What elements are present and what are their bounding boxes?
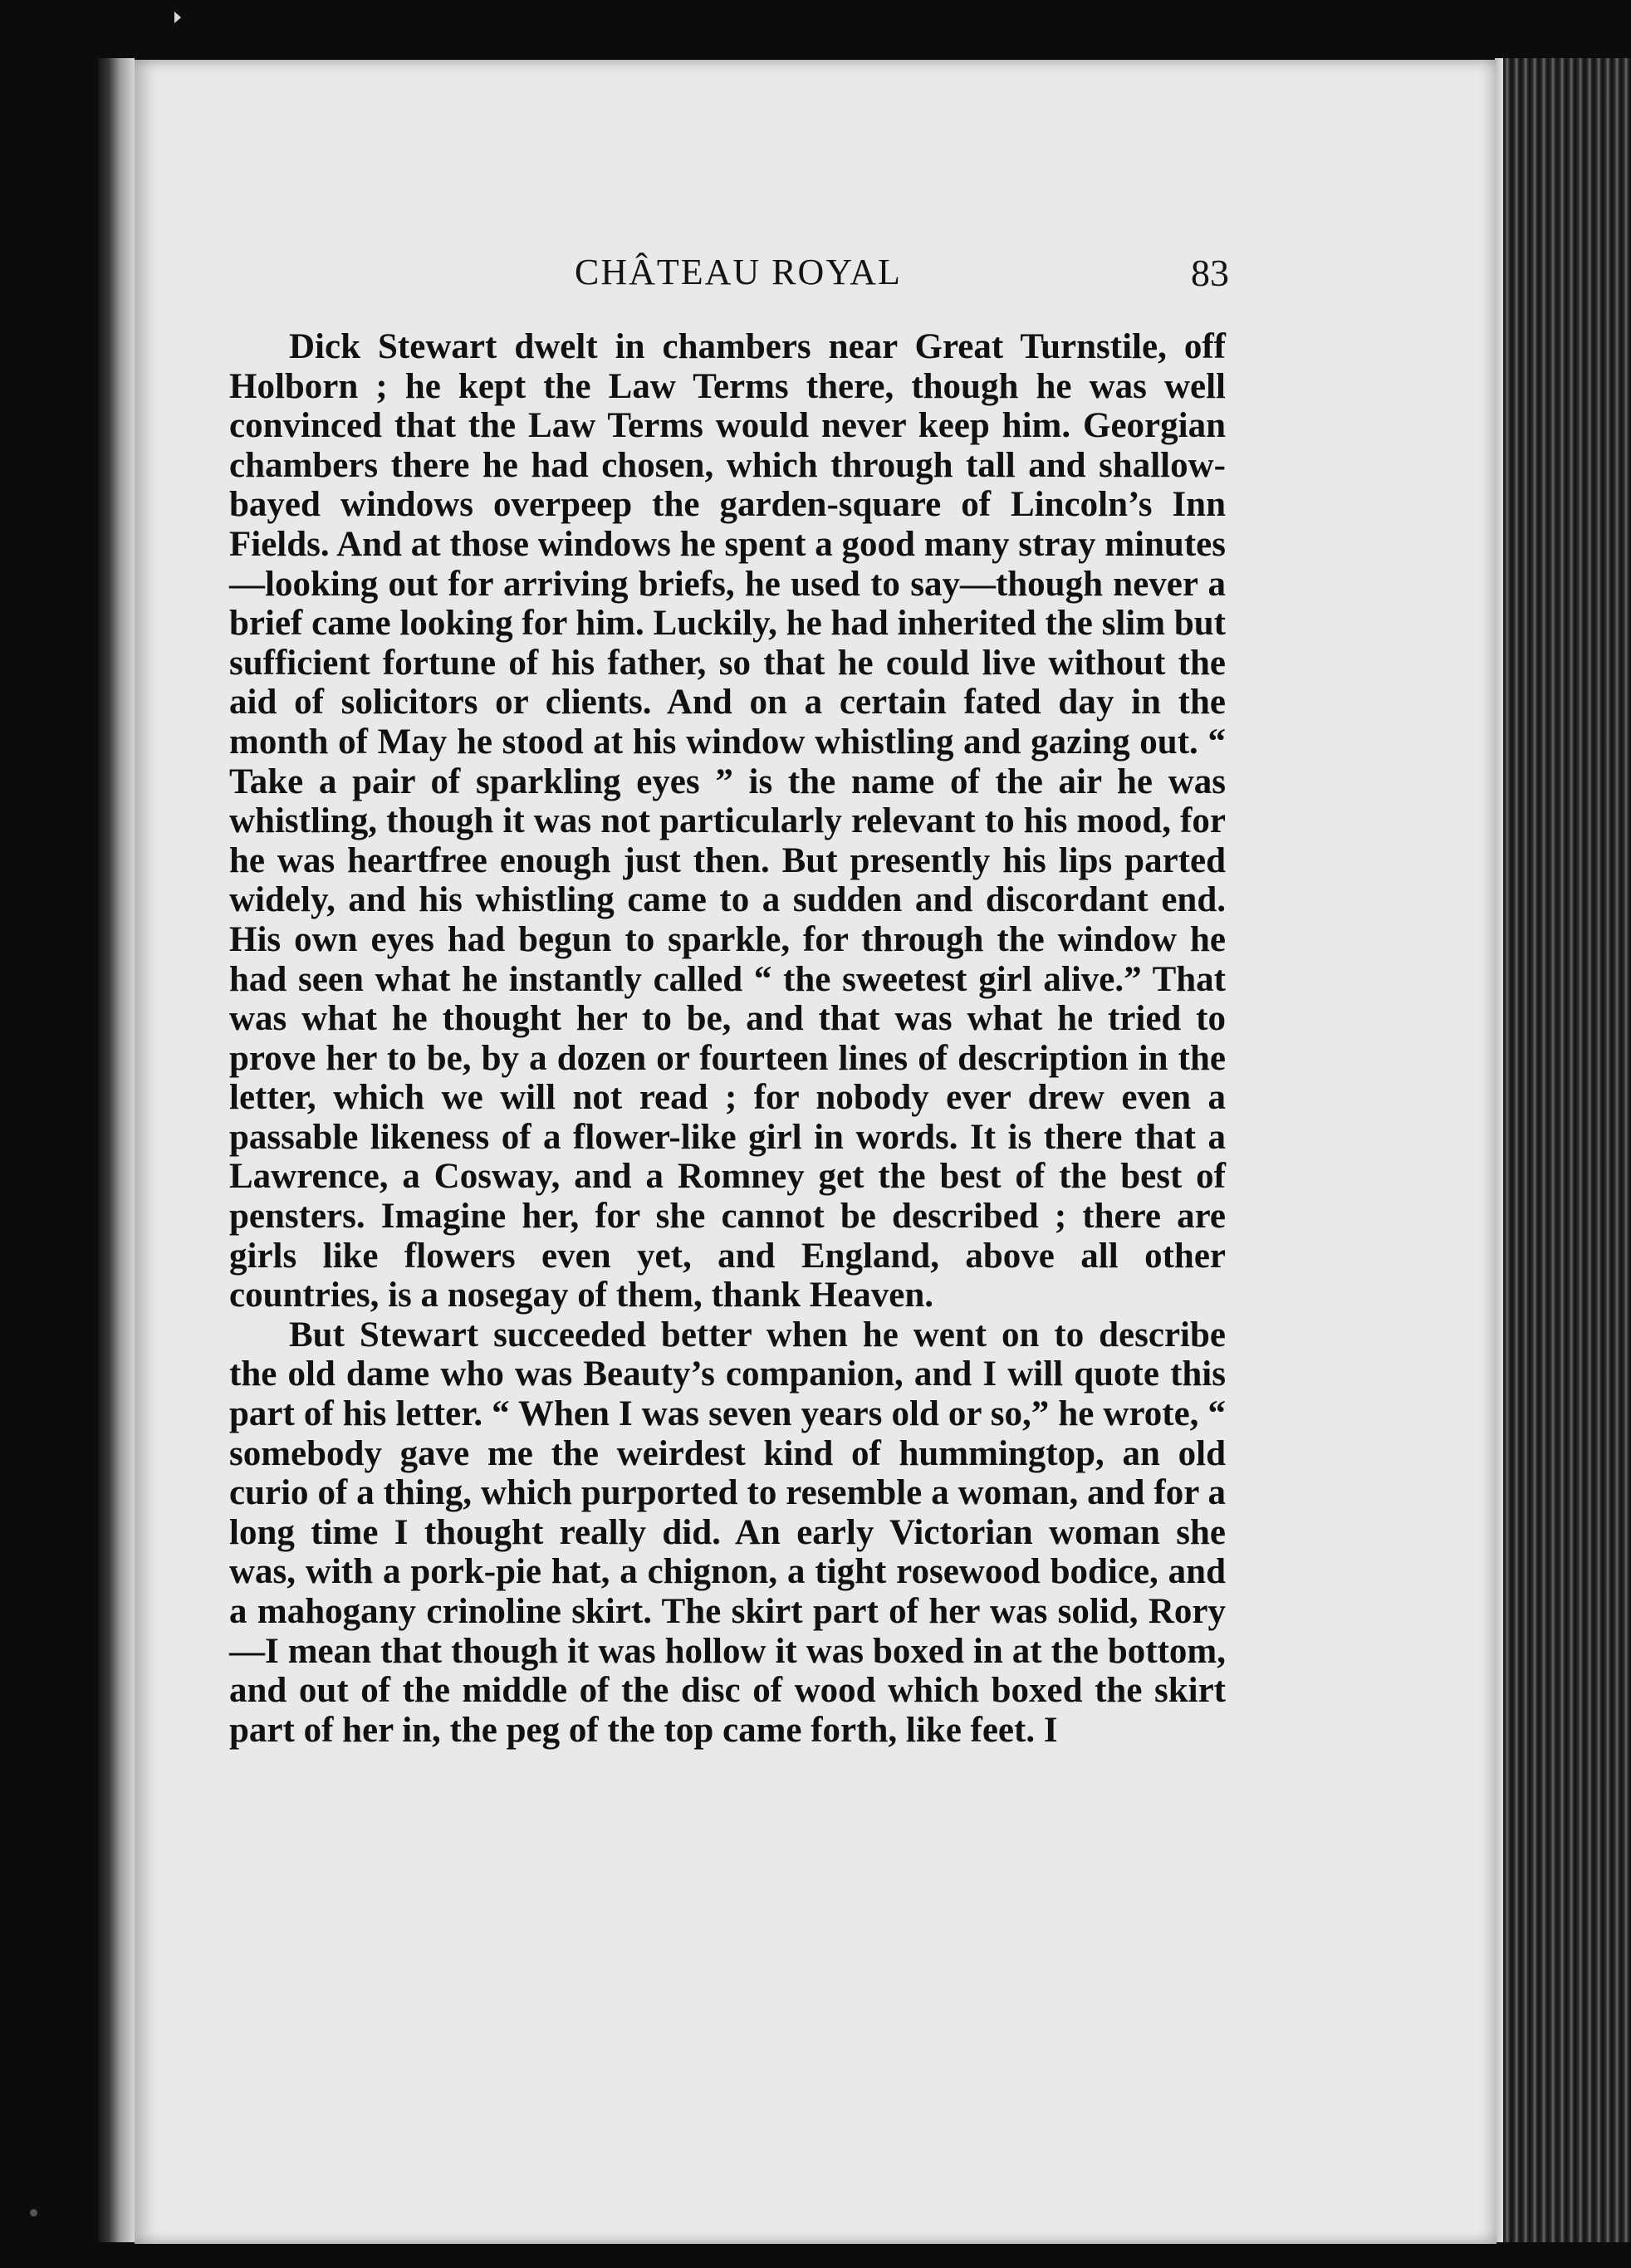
body-text bbox=[229, 327, 1226, 1750]
scan-speck bbox=[30, 2209, 37, 2217]
book-spine bbox=[1503, 58, 1631, 2242]
book-page bbox=[135, 60, 1496, 2244]
paragraph: But Stewart succeeded better when he went on to describe the old dame who was Beauty’s companion, and I will quote this part of his letter. “ When I was seven years old or so,” he wrote, “ somebody gave me the weirdest kind of hummingtop, an old curio of a thing, which purported to resemble a woman, and for a long time I thought really did. An early Victorian woman she was, with a pork-pie hat, a chignon, a tight rosewood bodice, and a mahogany crinoline skirt. The skirt part of her was solid, Rory—I mean that though it was hollow it was boxed in at the bottom, and out of the middle of the disc of wood which boxed the skirt part of her in, the peg of the top came forth, like feet. I bbox=[229, 1315, 1226, 1750]
page-number: 83 bbox=[1191, 252, 1229, 294]
film-edge-mark bbox=[174, 12, 181, 23]
left-page-edge bbox=[98, 58, 135, 2242]
paragraph: Dick Stewart dwelt in chambers near Great Turnstile, off Holborn ; he kept the Law Terms there, though he was well convinced that the Law Terms would never keep him. Georgian chambers there he had chosen, which through tall and shallow-bayed windows overpeep the garden-square of Lincoln’s Inn Fields. And at those windows he spent a good many stray minutes—looking out for arriving briefs, he used to say—though never a brief came looking for him. Luckily, he had inherited the slim but sufficient fortune of his father, so that he could live without the aid of solicitors or clients. And on a certain fated day in the month of May he stood at his window whistling and gazing out. “ Take a pair of sparkling eyes ” is the name of the air he was whistling, though it was not particularly relevant to his mood, for he was heartfree enough just then. But presently his lips parted widely, and his whistling came to a sudden and discordant end. His own eyes had begun to sparkle, for through the window he had seen what he instantly called “ the sweetest girl alive.” That was what he thought her to be, and that was what he tried to prove her to be, by a dozen or fourteen lines of description in the letter, which we will not read ; for nobody ever drew even a passable likeness of a flower-like girl in words. It is there that a Lawrence, a Cosway, and a Romney get the best of the best of pensters. Imagine her, for she cannot be described ; there are girls like flowers even yet, and England, above all other countries, is a nosegay of them, thank Heaven. bbox=[229, 327, 1226, 1315]
running-title: CHÂTEAU ROYAL bbox=[575, 252, 902, 292]
page-header bbox=[135, 251, 1496, 301]
